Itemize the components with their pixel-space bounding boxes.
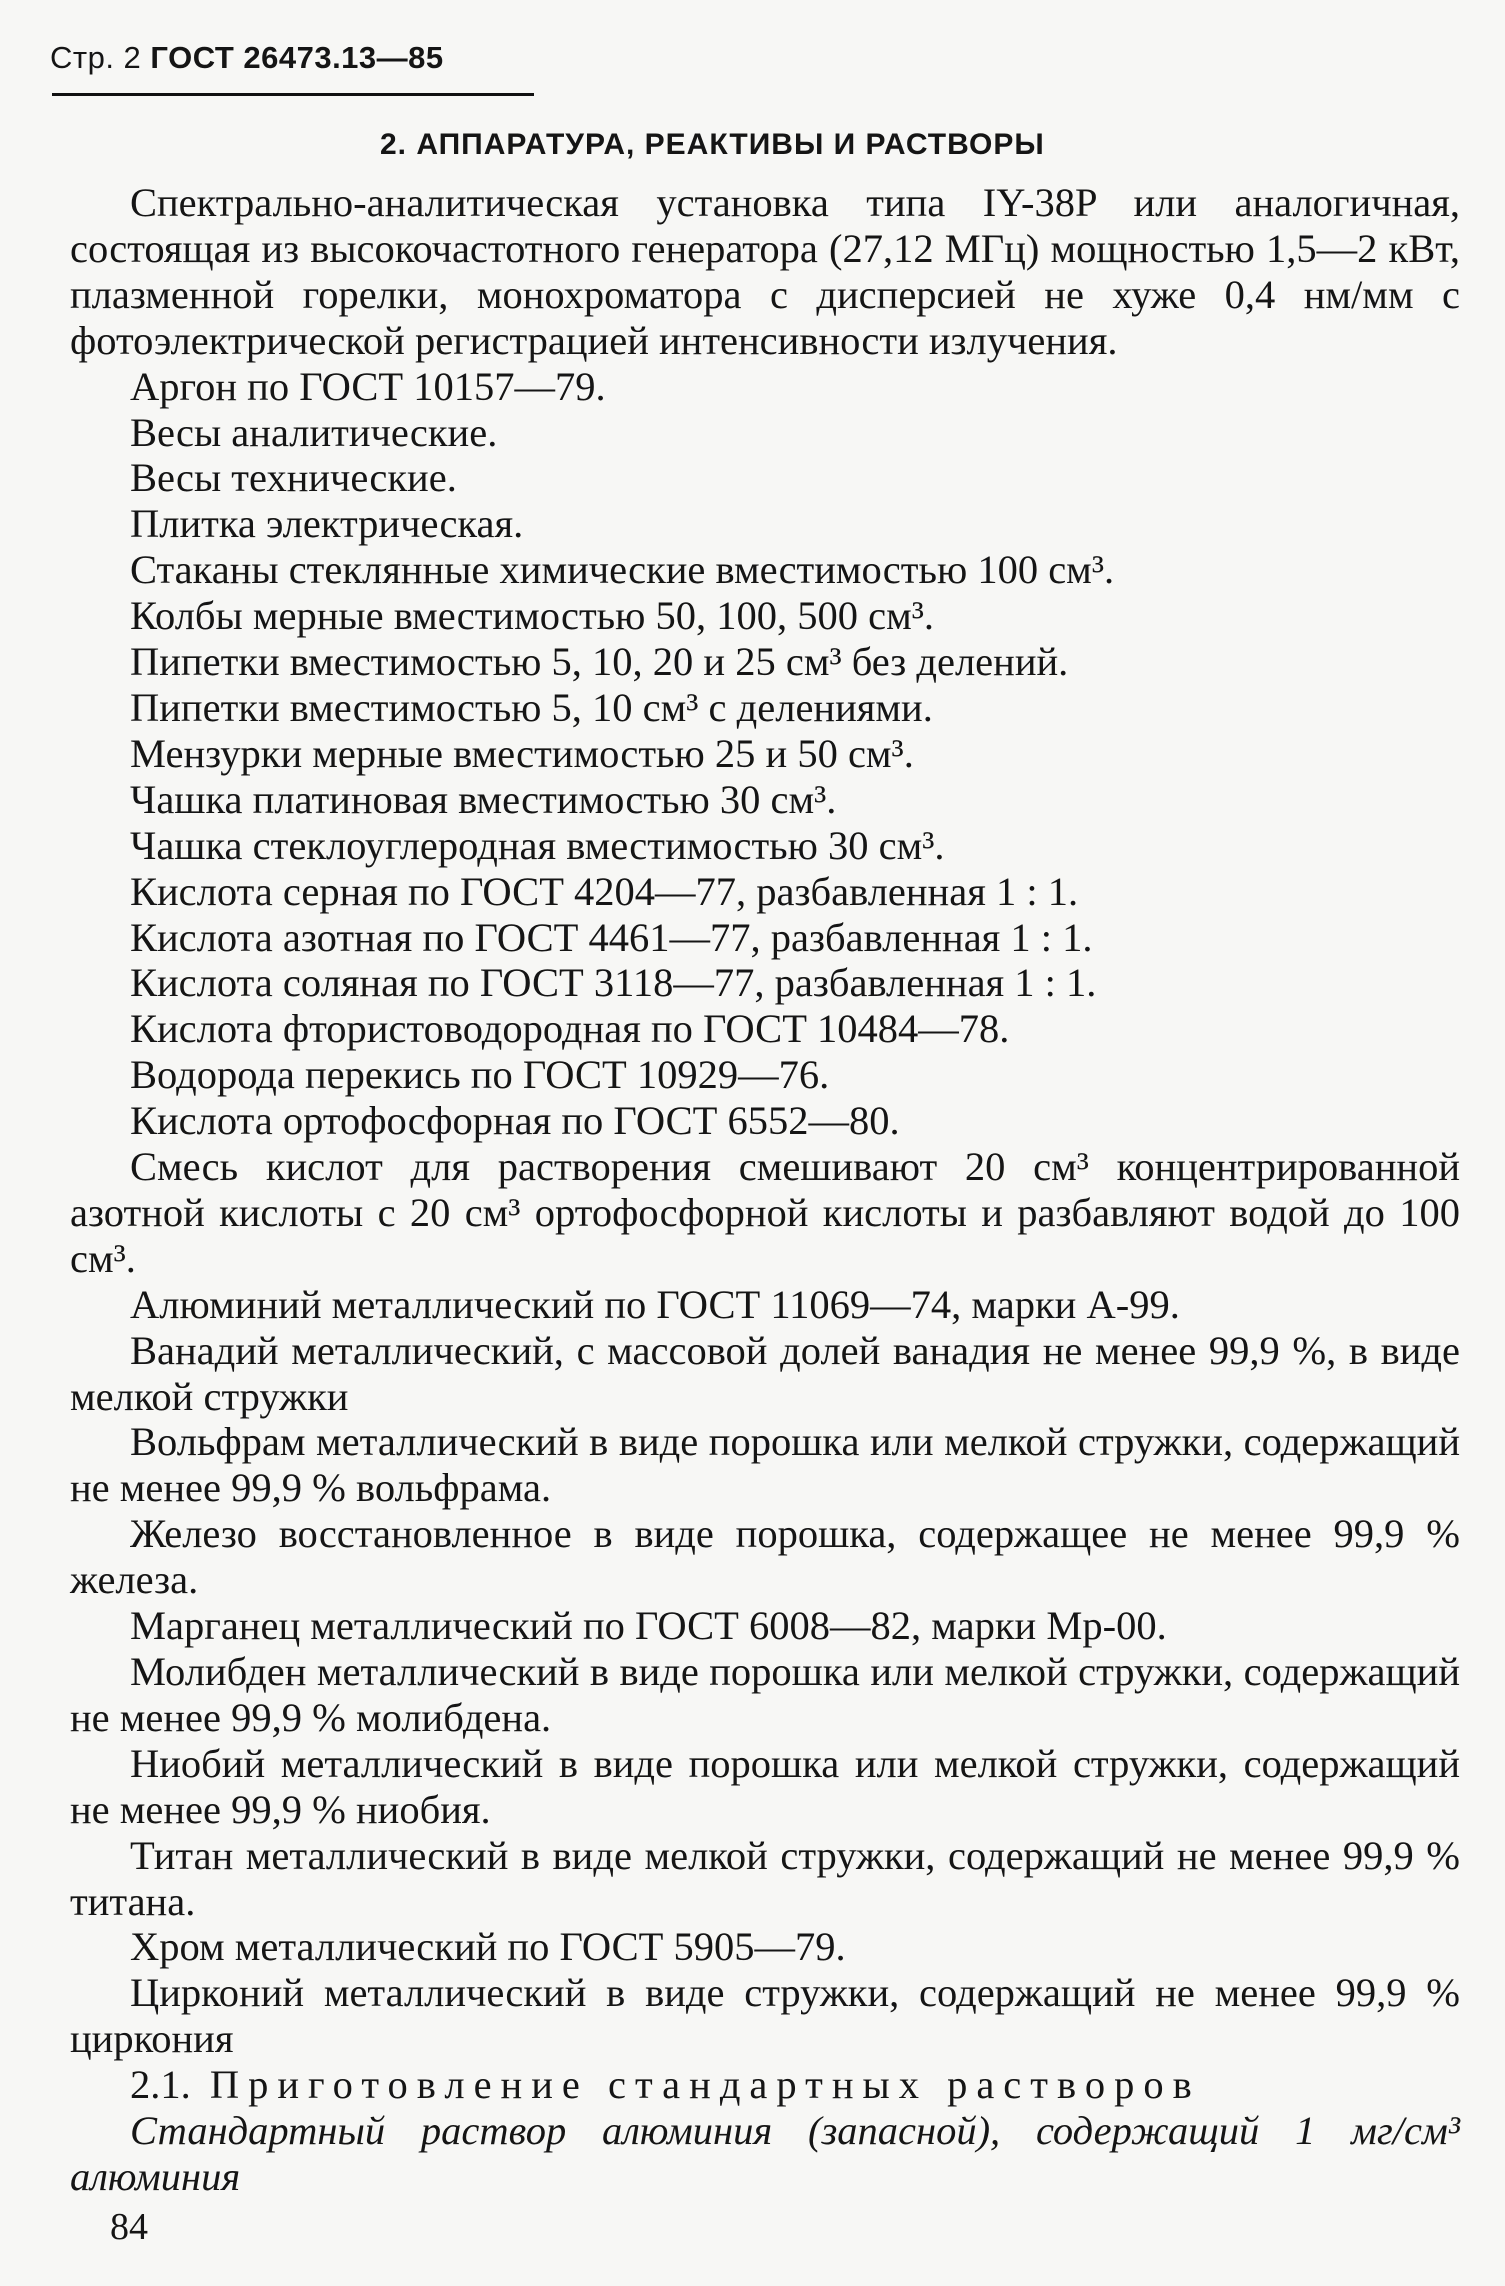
paragraph: Железо восстановленное в виде порошка, содержащее не менее 99,9 % железа. <box>70 1511 1460 1603</box>
italic-paragraph: Стандартный раствор алюминия (запасной), содержащий 1 мг/см³ алюминия <box>70 2108 1460 2199</box>
paragraph: Ниобий металлический в виде порошка или мелкой стружки, содержащий не менее 99,9 % ниобия. <box>70 1740 1460 1832</box>
list-item: Хром металлический по ГОСТ 5905—79. <box>130 1924 846 1970</box>
paragraph: Смесь кислот для растворения смешивают 20 см³ концентрированной азотной кислоты с 20 см³ ортофосфорной кислоты и разбавляют водой до 100 см³. <box>70 1144 1460 1281</box>
list-item: Чашка платиновая вместимостью 30 см³. <box>130 776 837 822</box>
document-body <box>70 180 1460 2200</box>
paragraph: Ванадий металлический, с массовой долей ванадия не менее 99,9 %, в виде мелкой стружки <box>70 1327 1460 1419</box>
page-prefix: Стр. 2 <box>50 40 142 75</box>
list-item: Весы технические. <box>130 455 457 501</box>
list-item: Пипетки вместимостью 5, 10 см³ с делениями. <box>130 684 933 730</box>
list-item: Кислота соляная по ГОСТ 3118—77, разбавленная 1 : 1. <box>130 960 1097 1006</box>
content-blocks <box>70 180 1460 2062</box>
list-item: Алюминий металлический по ГОСТ 11069—74, марки А-99. <box>130 1281 1180 1327</box>
list-item: Плитка электрическая. <box>130 501 524 547</box>
list-item: Кислота ортофосфорная по ГОСТ 6552—80. <box>130 1098 900 1144</box>
list-item: Марганец металлический по ГОСТ 6008—82, марки Мр-00. <box>130 1603 1167 1649</box>
subsection-number: 2.1. <box>130 2062 191 2108</box>
list-item: Чашка стеклоуглеродная вместимостью 30 см³. <box>130 822 945 868</box>
list-item: Пипетки вместимостью 5, 10, 20 и 25 см³ без делений. <box>130 639 1069 685</box>
list-item: Водорода перекись по ГОСТ 10929—76. <box>130 1052 830 1098</box>
standard-number: ГОСТ 26473.13—85 <box>150 40 444 75</box>
page-header <box>50 40 444 76</box>
paragraph: Титан металлический в виде мелкой стружки, содержащий не менее 99,9 % титана. <box>70 1832 1460 1924</box>
list-item: Стаканы стеклянные химические вместимостью 100 см³. <box>130 547 1115 593</box>
list-item: Аргон по ГОСТ 10157—79. <box>130 363 606 409</box>
paragraph: Вольфрам металлический в виде порошка или мелкой стружки, содержащий не менее 99,9 % вольфрама. <box>70 1419 1460 1511</box>
list-item: Кислота серная по ГОСТ 4204—77, разбавленная 1 : 1. <box>130 868 1079 914</box>
list-item: Колбы мерные вместимостью 50, 100, 500 см³. <box>130 593 935 639</box>
subsection-title <box>70 2062 1460 2108</box>
section-title: 2. АППАРАТУРА, РЕАКТИВЫ И РАСТВОРЫ <box>380 128 1045 161</box>
list-item: Мензурки мерные вместимостью 25 и 50 см³. <box>130 730 914 776</box>
paragraph: Цирконий металлический в виде стружки, содержащий не менее 99,9 % циркония <box>70 1970 1460 2062</box>
subsection-text: Приготовление стандартных растворов <box>209 2062 1201 2108</box>
page-number: 84 <box>110 2206 148 2248</box>
paragraph: Спектрально-аналитическая установка типа IY-38P или аналогичная, состоящая из высокочастотного генератора (27,12 МГц) мощностью 1,5—2 кВт, плазменной горелки, монохроматора с дисперсией не хуже 0,4 нм/мм с фотоэлектрической регистрацией интенсивности излучения. <box>70 180 1460 363</box>
paragraph: Молибден металлический в виде порошка или мелкой стружки, содержащий не менее 99,9 % молибдена. <box>70 1649 1460 1740</box>
list-item: Весы аналитические. <box>130 409 498 455</box>
list-item: Кислота фтористоводородная по ГОСТ 10484—78. <box>130 1006 1010 1052</box>
list-item: Кислота азотная по ГОСТ 4461—77, разбавленная 1 : 1. <box>130 914 1093 960</box>
header-rule <box>52 93 534 96</box>
